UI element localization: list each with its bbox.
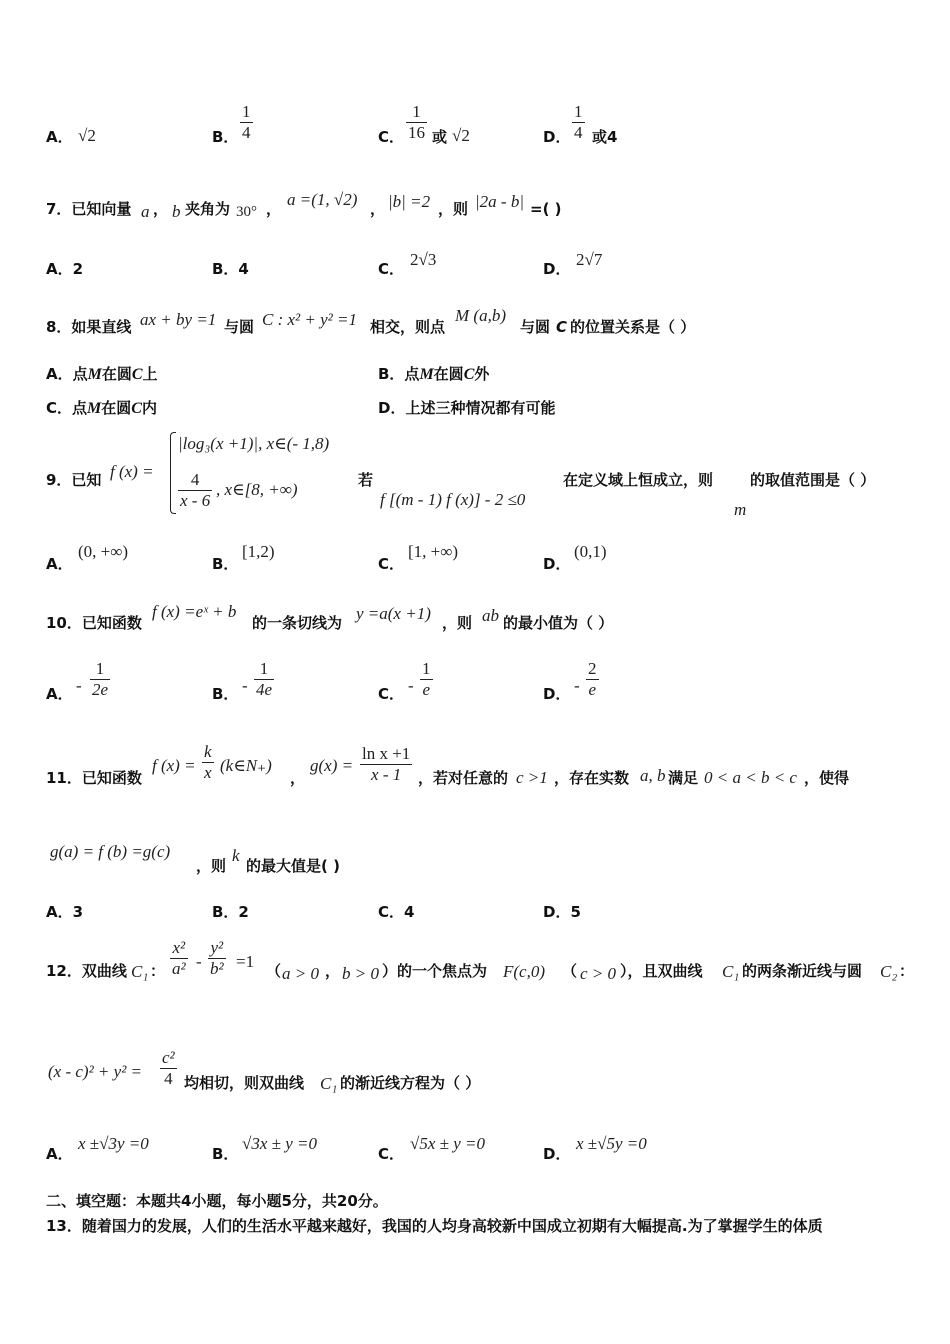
q12-equals-one: =1 bbox=[236, 952, 255, 971]
q6-option-c-or: 或 bbox=[432, 128, 448, 146]
q6-option-d-fraction: 1 4 bbox=[574, 102, 583, 142]
q9-if: 若 bbox=[358, 471, 374, 489]
q8-option-a: A．点M在圆C上 bbox=[46, 365, 158, 383]
q11-question: 的最大值是( ) bbox=[246, 857, 340, 875]
q6-option-d-label: D． bbox=[543, 128, 571, 146]
q12-and-hyperbola: ），且双曲线 bbox=[620, 962, 703, 980]
q12-c1: C₁ bbox=[131, 962, 149, 981]
q11-option-a: A．3 bbox=[46, 903, 84, 921]
q12-lparen-2: （ bbox=[562, 962, 578, 980]
q6-option-b-label: B． bbox=[212, 128, 239, 146]
q8-and-circle: 与圆 bbox=[520, 318, 551, 336]
q9-option-b-math: [1,2) bbox=[242, 542, 275, 561]
q12-asymptote-circle: 的两条渐近线与圆 bbox=[742, 962, 863, 980]
q7-comma-1: ， bbox=[153, 200, 169, 218]
q10-option-d-fraction: 2 e bbox=[588, 659, 597, 699]
q9-var-m: m bbox=[734, 500, 747, 519]
q11-such-that: ，使得 bbox=[804, 769, 850, 787]
q10-prefix: 10．已知函数 bbox=[46, 614, 142, 632]
q12-option-d-math: x ±√5y =0 bbox=[576, 1134, 647, 1153]
q10-option-b-sign: - bbox=[242, 676, 248, 695]
q8-circle-equation: C : x² + y² =1 bbox=[262, 310, 357, 329]
q9-option-a-label: A． bbox=[46, 555, 73, 573]
q7-a-value: a =(1, √2) bbox=[287, 190, 358, 209]
q10-question: 的最小值为（ ） bbox=[503, 614, 614, 632]
q12-tangent-text: 均相切，则双曲线 bbox=[184, 1074, 305, 1092]
q8-with-circle: 与圆 bbox=[224, 318, 255, 336]
q9-case-2-fraction: 4 x - 6 bbox=[180, 470, 211, 510]
q11-order: 0 < a < b < c bbox=[704, 768, 797, 787]
q6-option-c-label: C． bbox=[378, 128, 405, 146]
q10-tangent-line: y =a(x +1) bbox=[356, 604, 431, 623]
q12-c2: C₂ bbox=[880, 962, 898, 981]
q6-option-c-math: √2 bbox=[452, 126, 470, 145]
q9-function-name: f (x) = bbox=[110, 462, 154, 481]
q12-c1-second: C₁ bbox=[722, 962, 740, 981]
q8-circle-c: C bbox=[556, 318, 568, 336]
q9-prefix: 9．已知 bbox=[46, 471, 102, 489]
q10-then: ，则 bbox=[442, 614, 473, 632]
q12-prefix: 12．双曲线 bbox=[46, 962, 127, 980]
q8-line-equation: ax + by =1 bbox=[140, 310, 217, 329]
q8-prefix: 8．如果直线 bbox=[46, 318, 132, 336]
q7-prefix: 7．已知向量 bbox=[46, 200, 132, 218]
q11-c-condition: c >1 bbox=[516, 768, 548, 787]
q9-option-b-label: B． bbox=[212, 555, 239, 573]
q10-option-d-label: D． bbox=[543, 685, 571, 703]
q7-option-d-math: 2√7 bbox=[576, 250, 603, 269]
q11-f-domain: (k∈N₊) bbox=[220, 756, 272, 775]
q11-g-fraction: ln x +1 x - 1 bbox=[362, 744, 411, 784]
q8-point: M (a,b) bbox=[455, 306, 506, 325]
q7-option-a: A．2 bbox=[46, 260, 84, 278]
q10-ab: ab bbox=[482, 606, 499, 625]
q10-tangent-text: 的一条切线为 bbox=[252, 614, 343, 632]
q12-focus: F(c,0) bbox=[503, 962, 546, 981]
q7-expression: |2a - b| bbox=[475, 192, 525, 211]
q7-option-c-label: C． bbox=[378, 260, 405, 278]
q12-a-positive: a > 0 bbox=[282, 964, 319, 983]
q11-option-c: C．4 bbox=[378, 903, 415, 921]
q10-function: f (x) =eˣ + b bbox=[152, 602, 237, 621]
q9-case-1: |log₃(x +1)|, x∈(- 1,8) bbox=[178, 434, 330, 453]
q12-c1-third: C₁ bbox=[320, 1074, 338, 1093]
q7-then: ，则 bbox=[438, 200, 469, 218]
q9-inequality: f [(m - 1) f (x)] - 2 ≤0 bbox=[380, 490, 526, 509]
q12-option-b-label: B． bbox=[212, 1145, 239, 1163]
q11-exist: ，存在实数 bbox=[554, 769, 630, 787]
q11-k: k bbox=[232, 846, 240, 865]
q12-circle-fraction: c² 4 bbox=[162, 1048, 175, 1088]
q11-comma-1: ， bbox=[290, 769, 306, 787]
q12-c-positive: c > 0 bbox=[580, 964, 617, 983]
q6-option-c-fraction: 1 16 bbox=[408, 102, 425, 142]
q12-option-b-math: √3x ± y =0 bbox=[242, 1134, 317, 1153]
q11-satisfy: 满足 bbox=[668, 769, 699, 787]
q8-option-d: D．上述三种情况都有可能 bbox=[378, 399, 556, 417]
q12-option-a-label: A． bbox=[46, 1145, 73, 1163]
q12-focus-text: ）的一个焦点为 bbox=[382, 962, 488, 980]
q12-option-a-math: x ±√3y =0 bbox=[78, 1134, 149, 1153]
q7-comma-3: ， bbox=[370, 200, 386, 218]
q7-option-d-label: D． bbox=[543, 260, 571, 278]
q9-option-d-math: (0,1) bbox=[574, 542, 607, 561]
q11-ab: a, b bbox=[640, 766, 666, 785]
q11-prefix: 11．已知函数 bbox=[46, 769, 142, 787]
q12-minus: - bbox=[196, 952, 202, 971]
q9-condition: 在定义域上恒成立，则 bbox=[563, 471, 714, 489]
q12-option-c-label: C． bbox=[378, 1145, 405, 1163]
q10-option-c-label: C． bbox=[378, 685, 405, 703]
q10-option-c-fraction: 1 e bbox=[422, 659, 431, 699]
question-13-text: 13．随着国力的发展，人们的生活水平越来越好，我国的人均身高较新中国成立初期有大幅提高.为了掌握学生的体质 bbox=[46, 1217, 823, 1235]
q10-option-c-sign: - bbox=[408, 676, 414, 695]
q7-b-norm: |b| =2 bbox=[388, 192, 431, 211]
q7-vector-a: a bbox=[141, 202, 150, 221]
q9-case-2-domain: , x∈[8, +∞) bbox=[216, 480, 298, 499]
q7-option-c-math: 2√3 bbox=[410, 250, 437, 269]
q6-option-b-fraction: 1 4 bbox=[242, 102, 251, 142]
q8-question: 的位置关系是（ ） bbox=[570, 318, 696, 336]
q7-angle-text: 夹角为 bbox=[185, 200, 231, 218]
q6-option-d-or: 或4 bbox=[592, 128, 618, 146]
q12-colon-2: ： bbox=[899, 962, 915, 980]
q12-option-d-label: D． bbox=[543, 1145, 571, 1163]
q7-option-b: B．4 bbox=[212, 260, 249, 278]
section-2-heading: 二、填空题：本题共4小题，每小题5分，共20分。 bbox=[46, 1192, 388, 1210]
q9-piecewise-brace bbox=[170, 432, 176, 514]
q12-lparen: （ bbox=[266, 962, 282, 980]
q10-option-a-label: A． bbox=[46, 685, 73, 703]
q10-option-b-label: B． bbox=[212, 685, 239, 703]
q8-option-b: B．点M在圆C外 bbox=[378, 365, 490, 383]
q12-y-fraction: y² b² bbox=[210, 938, 224, 978]
q6-option-a-math: √2 bbox=[78, 126, 96, 145]
q10-option-a-fraction: 1 2e bbox=[92, 659, 109, 699]
q11-equation: g(a) = f (b) =g(c) bbox=[50, 842, 171, 861]
q7-angle: 30° bbox=[236, 204, 257, 220]
q12-option-c-math: √5x ± y =0 bbox=[410, 1134, 485, 1153]
q10-option-b-fraction: 1 4e bbox=[256, 659, 273, 699]
q12-comma: ， bbox=[325, 962, 341, 980]
q10-option-a-sign: - bbox=[76, 676, 82, 695]
q11-g-lhs: g(x) = bbox=[310, 756, 354, 775]
q11-f-lhs: f (x) = bbox=[152, 756, 196, 775]
q9-question: 的取值范围是（ ） bbox=[750, 471, 876, 489]
q8-intersect-text: 相交，则点 bbox=[370, 318, 446, 336]
q8-option-c: C．点M在圆C内 bbox=[46, 399, 157, 417]
q12-x-fraction: x² a² bbox=[172, 938, 186, 978]
q9-option-c-math: [1, +∞) bbox=[408, 542, 459, 561]
q12-question: 的渐近线方程为（ ） bbox=[340, 1074, 481, 1092]
q9-option-d-label: D． bbox=[543, 555, 571, 573]
q11-then: ，则 bbox=[196, 857, 227, 875]
q11-for-any: ，若对任意的 bbox=[418, 769, 509, 787]
q12-colon: ： bbox=[150, 962, 166, 980]
q11-option-b: B．2 bbox=[212, 903, 249, 921]
q12-circle-lhs: (x - c)² + y² = bbox=[48, 1062, 143, 1081]
q10-option-d-sign: - bbox=[574, 676, 580, 695]
q9-option-a-math: (0, +∞) bbox=[78, 542, 129, 561]
q11-option-d: D．5 bbox=[543, 903, 581, 921]
q7-vector-b: b bbox=[172, 202, 181, 221]
q6-option-a-label: A． bbox=[46, 128, 73, 146]
q7-blank: =( ) bbox=[530, 200, 562, 218]
q9-option-c-label: C． bbox=[378, 555, 405, 573]
q12-b-positive: b > 0 bbox=[342, 964, 379, 983]
q11-f-fraction: k x bbox=[204, 742, 212, 782]
q7-comma-2: ， bbox=[266, 200, 282, 218]
